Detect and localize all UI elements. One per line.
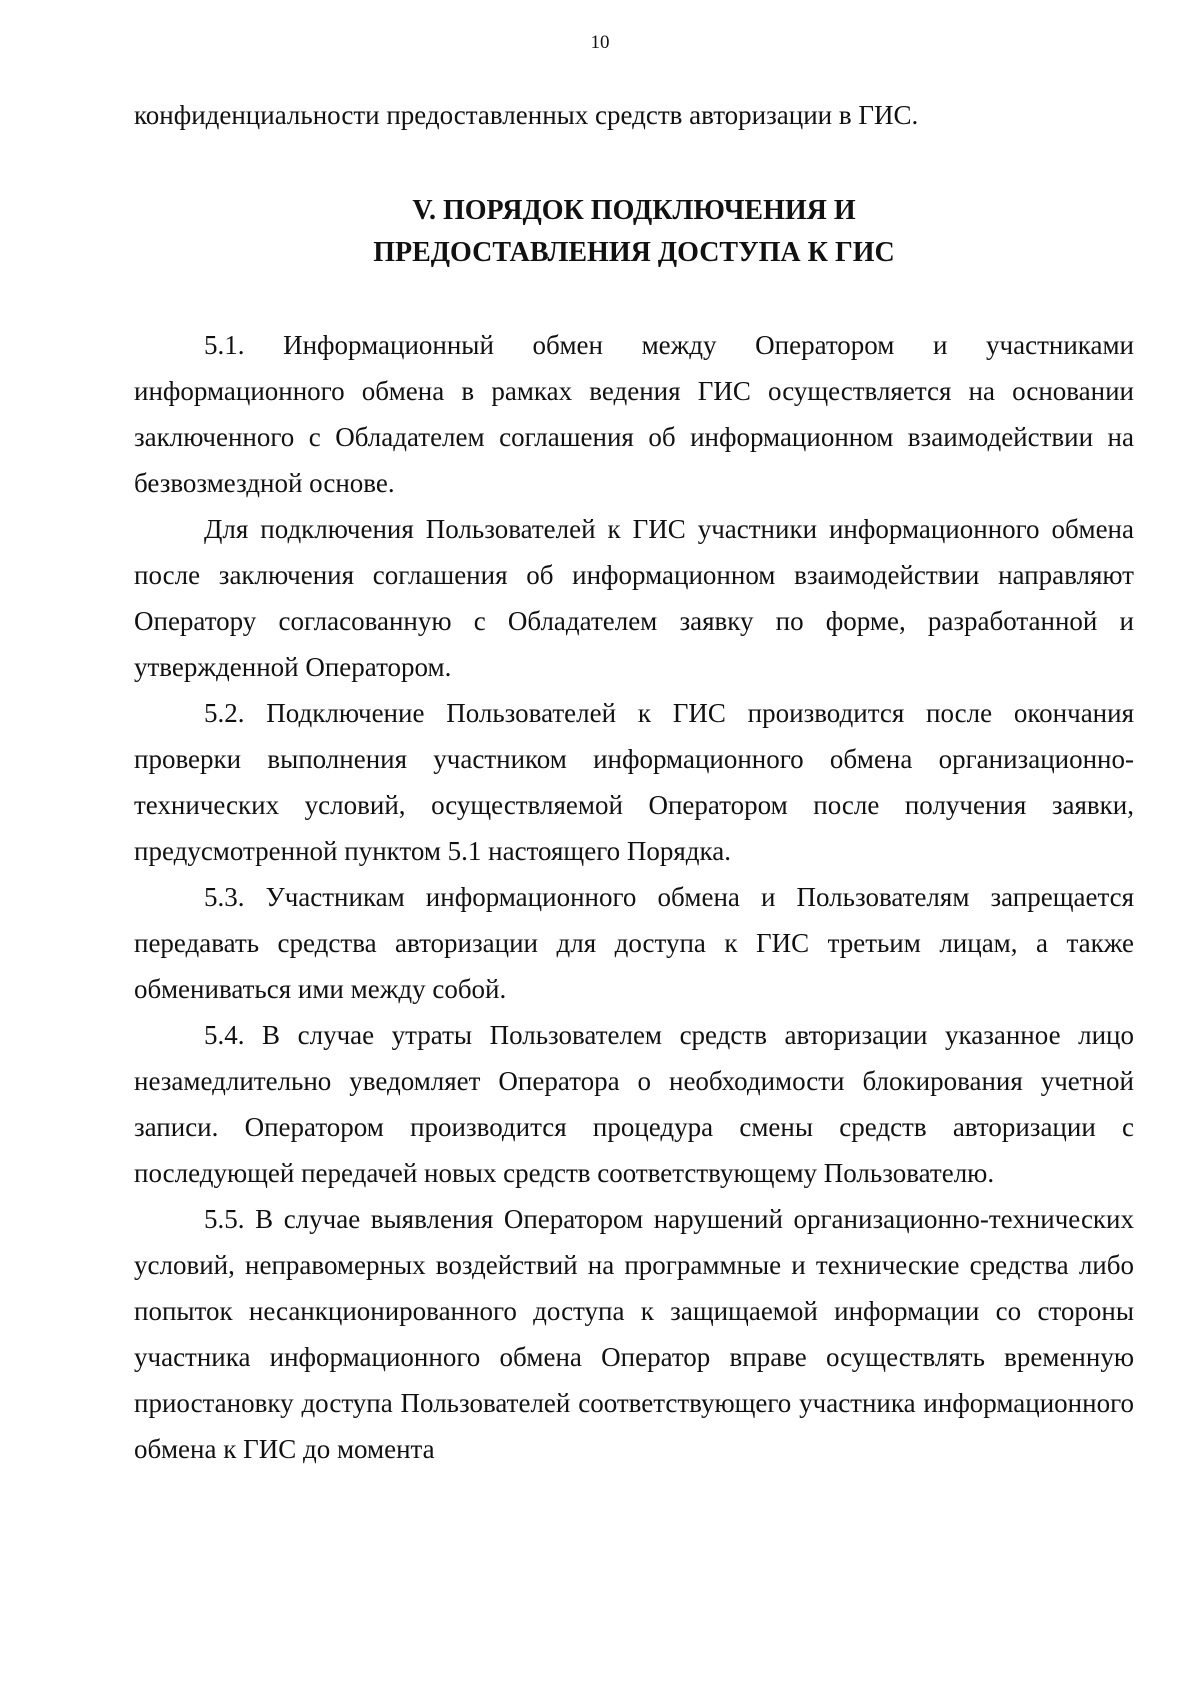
- paragraph-5-5: 5.5. В случае выявления Оператором нарушений организационно-технических условий, неправомерных воздействий на программные и технические средства либо попыток несанкционированного доступа к защищаемой информации со стороны участника информационного обмена Оператор вправе осуществлять временную приостановку доступа Пользователей соответствующего участника информационного обмена к ГИС до момента: [134, 1204, 1134, 1464]
- paragraph-5-2: 5.2. Подключение Пользователей к ГИС производится после окончания проверки выполнения участником информационного обмена организационно-технических условий, осуществляемой Оператором после получения заявки, предусмотренной пунктом 5.1 настоящего Порядка.: [134, 698, 1134, 866]
- paragraph-5-1-continued: Для подключения Пользователей к ГИС участники информационного обмена после заключения соглашения об информационном взаимодействии направляют Оператору согласованную с Обладателем заявку по форме, разработанной и утвержденной Оператором.: [134, 514, 1134, 682]
- paragraph-5-1: 5.1. Информационный обмен между Оператором и участниками информационного обмена в рамках ведения ГИС осуществляется на основании заключенного с Обладателем соглашения об информационном взаимодействии на безвозмездной основе.: [134, 330, 1134, 498]
- section-title-line-2: ПРЕДОСТАВЛЕНИЯ ДОСТУПА К ГИС: [373, 237, 895, 268]
- section-heading: [134, 190, 1134, 274]
- paragraph-5-4: 5.4. В случае утраты Пользователем средств авторизации указанное лицо незамедлительно уведомляет Оператора о необходимости блокирования учетной записи. Оператором производится процедура смены средств авторизации с последующей передачей новых средств соответствующему Пользователю.: [134, 1020, 1134, 1188]
- document-body: [134, 92, 1134, 1472]
- lead-line: конфиденциальности предоставленных средств авторизации в ГИС.: [134, 100, 919, 130]
- section-title-line-1: V. ПОРЯДОК ПОДКЛЮЧЕНИЯ И: [412, 195, 856, 226]
- page-number: 10: [590, 32, 610, 53]
- paragraph-5-3: 5.3. Участникам информационного обмена и Пользователям запрещается передавать средства авторизации для доступа к ГИС третьим лицам, а также обмениваться ими между собой.: [134, 882, 1134, 1004]
